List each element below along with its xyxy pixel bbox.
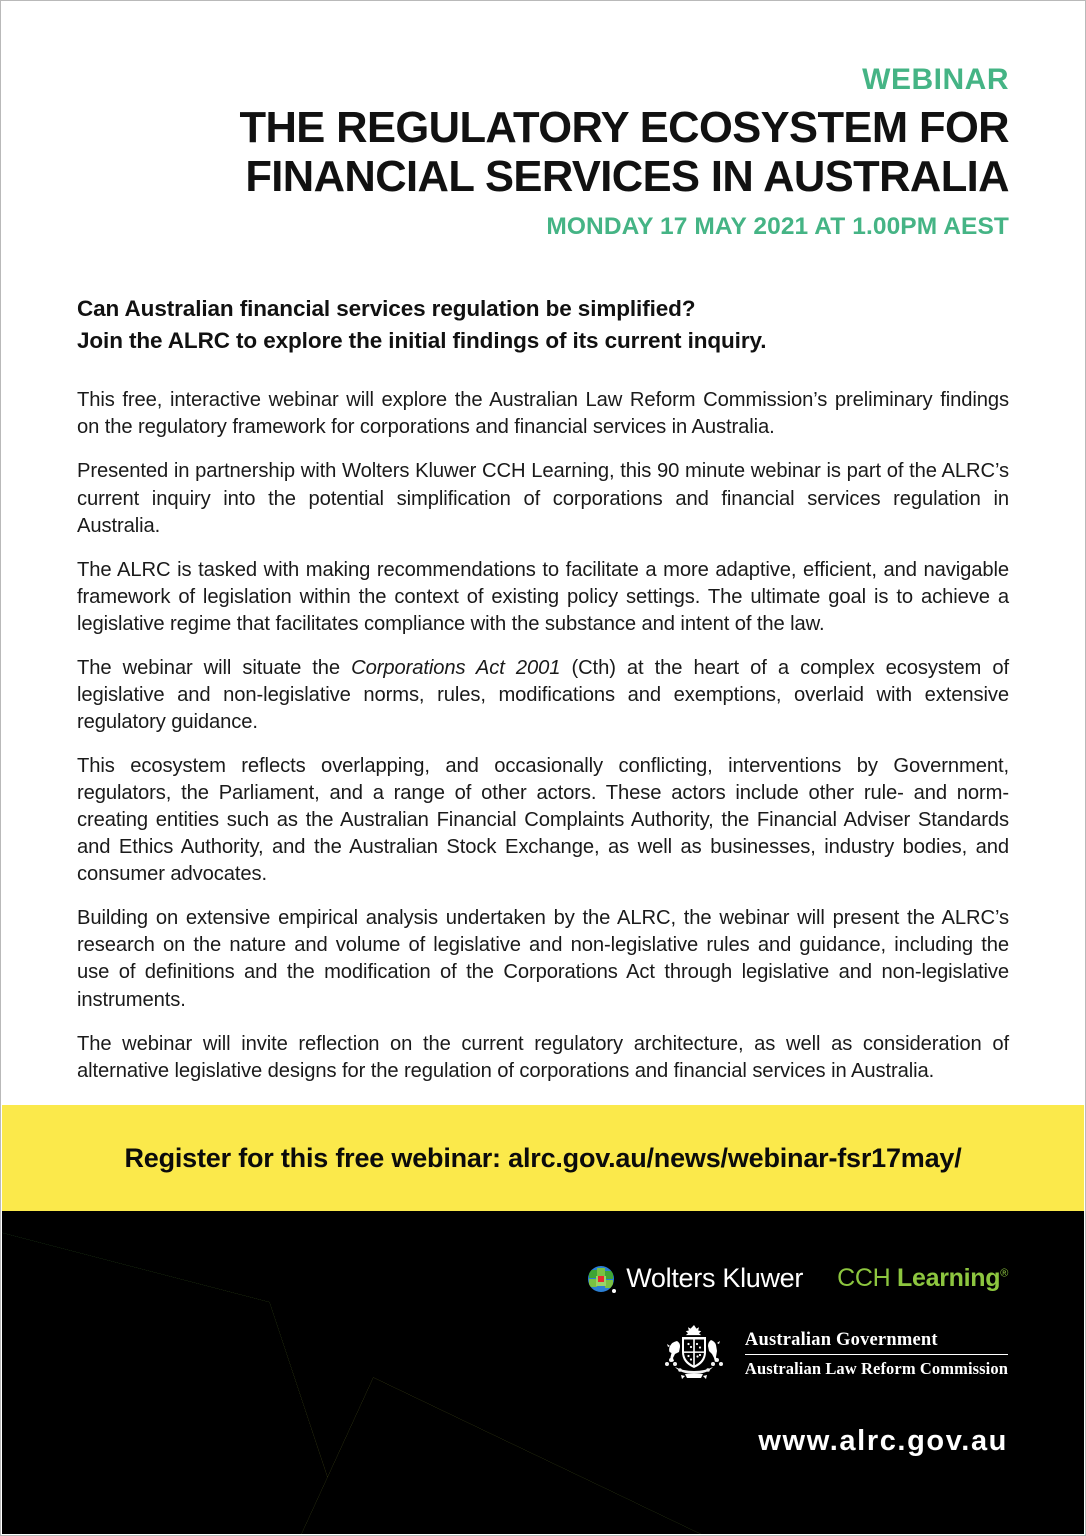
government-wordmark [745,1330,1008,1379]
cch-learning-logo [837,1264,1008,1293]
poster-footer [2,1211,1084,1534]
paragraph-7: The webinar will invite reflection on the current regulatory architecture, as well as consideration of alternative legislative designs for the regulation of corporations and financial services in Australia. [77,1032,1009,1082]
paragraph-4-after: (Cth) at the heart of a complex ecosystem of legislative and non-legislative norms, rules, modifications and exemptions, overlaid with extensive regulatory guidance. [77,656,1009,733]
footer-logos [538,1211,1008,1534]
australian-government-label: Australian Government [745,1330,1008,1355]
eyebrow-label: WEBINAR [862,63,1009,96]
paragraph-1: This free, interactive webinar will explore the Australian Law Reform Commission’s preliminary findings on the regulatory framework for corporations and financial services in Australia. [77,389,1009,439]
australian-government-logo [538,1323,1008,1385]
wolters-kluwer-label: Wolters Kluwer [626,1263,804,1293]
paragraph-4-before: The webinar will situate the [77,656,352,679]
poster-header [1,1,1085,241]
page-title-line1: THE REGULATORY ECOSYSTEM FOR [239,104,1009,152]
cch-light-label: CCH [837,1264,891,1292]
alrc-label: Australian Law Reform Commission [744,1358,1008,1378]
paragraph-6: Building on extensive empirical analysis undertaken by the ALRC, the webinar will present the ALRC’s research on the nature and volume of legislative and non-legislative rules and guidance, including the use of definitions and the modification of the Corporations Act through legislative and non-legislative instruments. [77,907,1009,1011]
wolters-kluwer-globe-icon [587,1264,617,1294]
partner-logos-row [538,1263,1008,1294]
registration-link-text[interactable]: Register for this free webinar: alrc.gov.au/news/webinar-fsr17may/ [124,1142,962,1173]
wolters-kluwer-logo [587,1263,803,1294]
act-citation: Corporations Act 2001 [351,656,561,679]
lede-line-1: Can Australian financial services regulation be simplified? [77,296,696,322]
event-datetime: MONDAY 17 MAY 2021 AT 1.00PM AEST [546,213,1009,241]
website-url[interactable]: www.alrc.gov.au [758,1425,1008,1457]
cch-bold-label: Learning [897,1264,1001,1292]
paragraph-2: Presented in partnership with Wolters Kluwer CCH Learning, this 90 minute webinar is part of the ALRC’s current inquiry into the potential simplification of corporations and financial services regulation in Australia. [77,460,1009,537]
lede-block [77,293,1009,357]
paragraph-5: This ecosystem reflects overlapping, and occasionally conflicting, interventions by Government, regulators, the Parliament, and a range of other actors. These actors include other rule- and norm-creating entities such as the Australian Financial Complaints Authority, the Financial Adviser Standards and Ethics Authority, and the Australian Stock Exchange, as well as businesses, industry bodies, and consumer advocates. [77,755,1009,886]
registration-banner[interactable] [2,1105,1084,1211]
paragraph-3: The ALRC is tasked with making recommendations to facilitate a more adaptive, efficient, and navigable framework of legislation within the context of existing policy settings. The ultimate goal is to achieve a legislative regime that facilitates compliance with the substance and intent of the law. [77,558,1009,635]
registered-trademark-icon: ® [1000,1267,1008,1280]
lede-line-2: Join the ALRC to explore the initial findings of its current inquiry. [77,328,767,354]
poster-body [1,293,1085,1084]
commonwealth-coat-of-arms-icon [655,1323,733,1385]
paragraph-4 [77,655,1009,736]
page-title-line2: FINANCIAL SERVICES IN AUSTRALIA [245,152,1009,201]
